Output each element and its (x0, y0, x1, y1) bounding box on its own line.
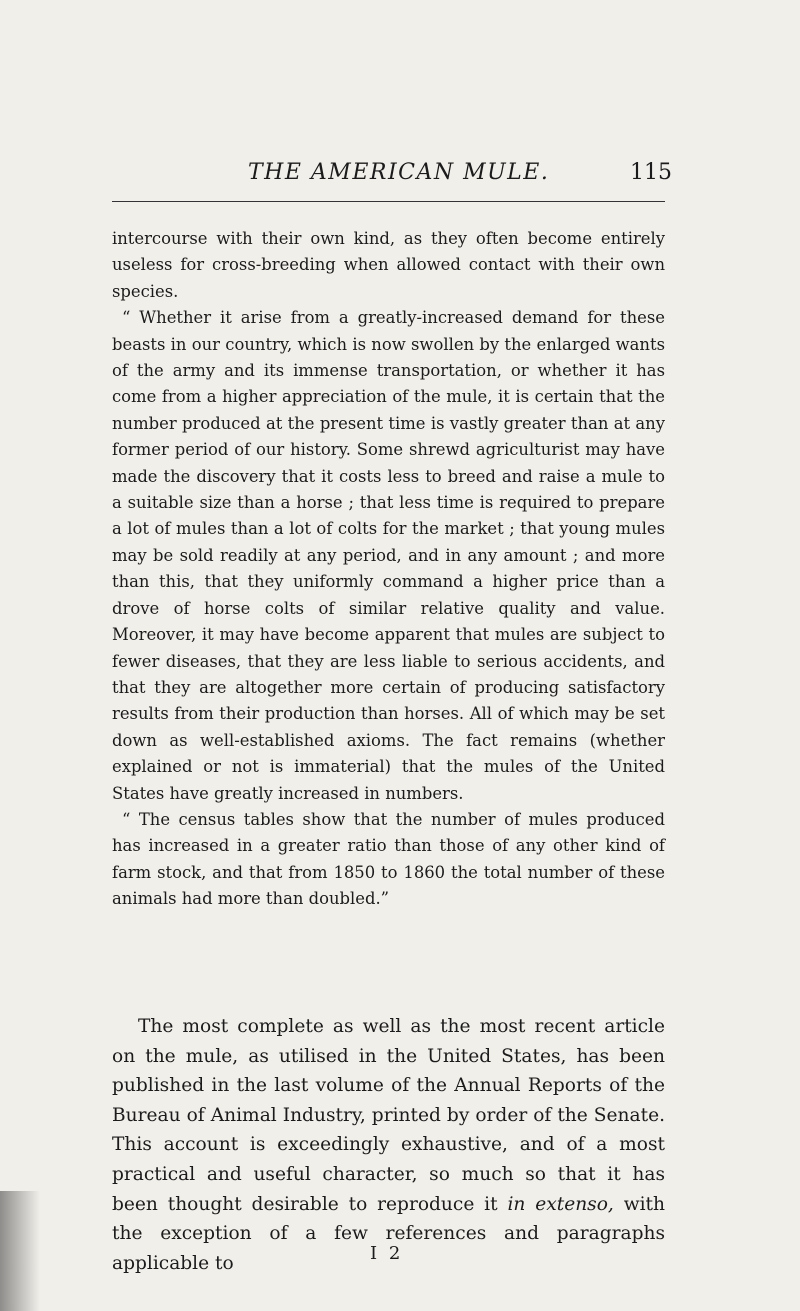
body-paragraph (112, 1012, 665, 1278)
quote-paragraph-census: “ The census tables show that the number of mules produced has increased in a greater ratio than those of any other kind of farm stock, and that from 1850 to 1860 the total number of these animals had more than doubled.” (112, 809, 665, 909)
body-text-end: with the exception of a few references and paragraphs applicable to (112, 1193, 666, 1274)
quote-paragraph-demand: “ Whether it arise from a greatly-increased demand for these beasts in our country, which is now swollen by the enlarged wants of the army and its immense transportation, or whether it has come from a higher appreciation of the mule, it is certain that the number produced at the present time is vastly greater than at any former period of our history. Some shrewd agriculturist may have made the discovery that it costs less to breed and raise a mule to a suitable size than a horse ; that less time is required to prepare a lot of mules than a lot of colts for the market ; that young mules may be sold readily at any period, and in any amount ; and more than this, that they uniformly command a higher price than a drove of horse colts of similar relative quality and value. Moreover, it may have become apparent that mules are subject to fewer diseases, that they are less liable to serious accidents, and that they are altogether more certain of producing satisfactory results from their production than horses. All of which may be set down as well-established axioms. The fact remains (whether explained or not is immaterial) that the mules of the United States have greatly increased in numbers. (112, 308, 665, 803)
page-edge-shadow (0, 1191, 40, 1311)
body-italic-phrase: in extenso, (507, 1193, 614, 1215)
body-passage (112, 1012, 665, 1278)
quote-paragraph-continuation: intercourse with their own kind, as they often become entirely useless for cross-breeding when allowed contact with their own species. (112, 229, 665, 301)
signature-mark: I 2 (370, 1243, 404, 1264)
quoted-passage (112, 226, 665, 913)
header-rule (112, 201, 665, 202)
page-number: 115 (630, 160, 672, 185)
page-header (0, 160, 800, 192)
running-title: THE AMERICAN MULE. (248, 160, 550, 185)
body-text-start: The most complete as well as the most recent article on the mule, as utilised in the United States, has been published in the last volume of the Annual Reports of the Bureau of Animal Industry, printed by order of the Senate. This account is exceedingly exhaustive, and of a most practical and useful character, so much so that it has been thought desirable to reproduce it (112, 1016, 665, 1215)
